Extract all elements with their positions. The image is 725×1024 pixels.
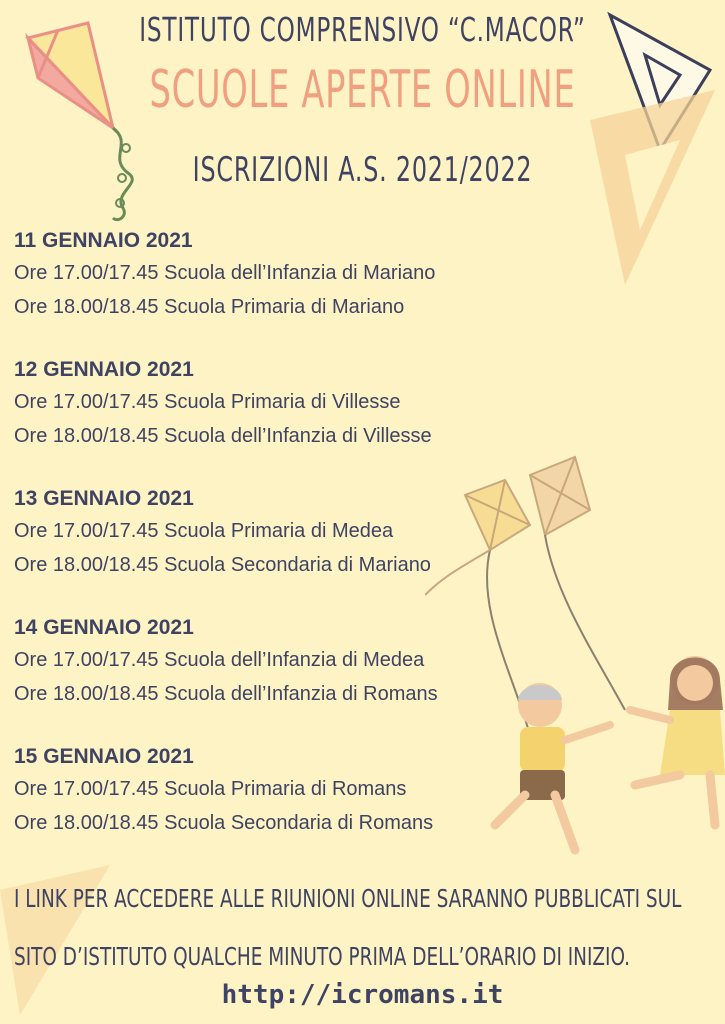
- schedule-list: [14, 226, 614, 871]
- time-slot: Ore 18.00/18.45 Scuola dell’Infanzia di Romans: [14, 683, 438, 705]
- school-name-heading: ISTITUTO COMPRENSIVO “C.MACOR”: [139, 10, 586, 49]
- time-slot: Ore 17.00/17.45 Scuola Primaria di Villesse: [14, 391, 401, 413]
- time-slot: Ore 17.00/17.45 Scuola dell’Infanzia di Mariano: [14, 262, 436, 284]
- time-slot: Ore 17.00/17.45 Scuola Primaria di Romans: [14, 778, 407, 800]
- enrollment-year-heading: ISCRIZIONI A.S. 2021/2022: [192, 150, 533, 190]
- schedule-day: [14, 355, 614, 453]
- schedule-day: [14, 613, 614, 711]
- schedule-day: [14, 226, 614, 324]
- time-slot: Ore 18.00/18.45 Scuola Primaria di Mariano: [14, 296, 405, 318]
- schedule-day: [14, 742, 614, 840]
- day-date: 11 GENNAIO 2021: [14, 229, 193, 252]
- event-title: SCUOLE APERTE ONLINE: [149, 60, 576, 120]
- day-date: 13 GENNAIO 2021: [14, 487, 194, 510]
- day-date: 12 GENNAIO 2021: [14, 358, 194, 381]
- time-slot: Ore 18.00/18.45 Scuola Secondaria di Mariano: [14, 554, 431, 576]
- day-date: 14 GENNAIO 2021: [14, 616, 194, 639]
- kite-illustration-top-left: [18, 18, 148, 228]
- day-date: 15 GENNAIO 2021: [14, 745, 194, 768]
- notice-text-line-2: SITO D’ISTITUTO QUALCHE MINUTO PRIMA DELL’ORARIO DI INIZIO.: [14, 942, 631, 971]
- time-slot: Ore 17.00/17.45 Scuola Primaria di Medea: [14, 520, 394, 542]
- website-link[interactable]: http://icromans.it: [221, 980, 504, 1010]
- schedule-day: [14, 484, 614, 582]
- time-slot: Ore 17.00/17.45 Scuola dell’Infanzia di Medea: [14, 649, 425, 671]
- notice-text-line-1: I LINK PER ACCEDERE ALLE RIUNIONI ONLINE SARANNO PUBBLICATI SUL: [14, 884, 682, 913]
- time-slot: Ore 18.00/18.45 Scuola dell’Infanzia di Villesse: [14, 425, 432, 447]
- time-slot: Ore 18.00/18.45 Scuola Secondaria di Romans: [14, 812, 434, 834]
